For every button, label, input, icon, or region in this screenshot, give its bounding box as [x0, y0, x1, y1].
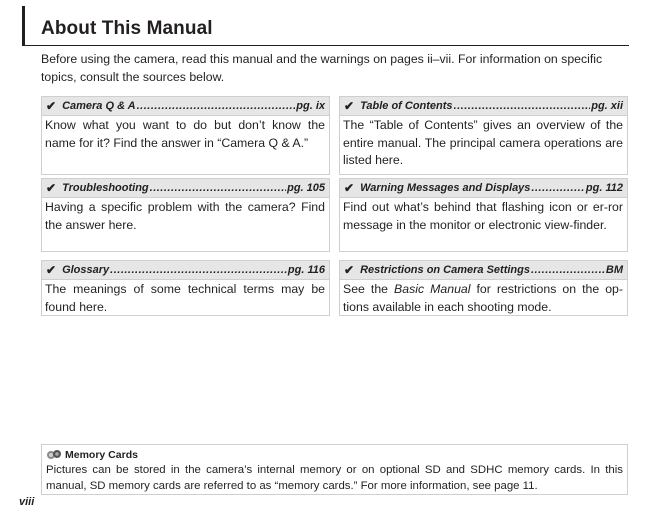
- source-box-header: [42, 179, 329, 198]
- source-title: Table of Contents: [360, 100, 453, 112]
- source-box-camera-qa: [41, 96, 330, 175]
- source-box-warning-messages: [339, 178, 628, 252]
- page-reference: BM: [605, 264, 623, 276]
- memory-cards-note: [41, 444, 628, 495]
- source-description: The “Table of Contents” gives an overview of the entire manual. The principal camera operations are listed here.: [343, 118, 623, 167]
- checkmark-icon: ✔: [46, 263, 57, 277]
- page-reference: pg. ix: [296, 100, 325, 112]
- source-description: Find out what’s behind that flashing icon or er-ror message in the monitor or electronic view-finder.: [343, 200, 623, 232]
- checkmark-icon: ✔: [46, 99, 57, 113]
- page-reference: pg. 112: [585, 182, 623, 194]
- source-description: Know what you want to do but don’t know the name for it? Find the answer in “Camera Q & A.”: [45, 118, 325, 150]
- source-box-header: [42, 97, 329, 116]
- memory-cards-title: Memory Cards: [65, 448, 138, 461]
- memory-card-icon: [46, 449, 62, 460]
- source-box-glossary: [41, 260, 330, 316]
- leader-dots: [531, 264, 605, 276]
- leader-dots: [454, 100, 591, 112]
- checkmark-icon: ✔: [344, 181, 355, 195]
- checkmark-icon: ✔: [46, 181, 57, 195]
- source-title: Camera Q & A: [62, 100, 136, 112]
- source-description: Having a specific problem with the camera? Find the answer here.: [45, 200, 325, 232]
- source-box-header: [340, 97, 627, 116]
- source-box-header: [42, 261, 329, 280]
- left-margin-rule: [22, 6, 25, 46]
- source-description: [340, 280, 627, 316]
- leader-dots: [531, 182, 584, 194]
- source-box-troubleshooting: [41, 178, 330, 252]
- page-number: viii: [19, 496, 35, 508]
- leader-dots: [137, 100, 296, 112]
- page-reference: pg. xii: [591, 100, 623, 112]
- source-box-header: [340, 179, 627, 198]
- source-box-table-of-contents: [339, 96, 628, 175]
- description-text: See the: [343, 282, 395, 296]
- intro-paragraph: Before using the camera, read this manual and the warnings on pages ii–vii. For information on specific topics, consult the sources below.: [41, 52, 603, 84]
- leader-dots: [150, 182, 286, 194]
- source-title: Warning Messages and Displays: [360, 182, 531, 194]
- source-title: Troubleshooting: [62, 182, 149, 194]
- source-box-header: [340, 261, 627, 280]
- page-reference: pg. 116: [287, 264, 325, 276]
- leader-dots: [110, 264, 287, 276]
- page-reference: pg. 105: [287, 182, 325, 194]
- source-box-restrictions: [339, 260, 628, 316]
- checkmark-icon: ✔: [344, 263, 355, 277]
- checkmark-icon: ✔: [344, 99, 355, 113]
- page-title: About This Manual: [41, 18, 213, 39]
- memory-cards-text: Pictures can be stored in the camera’s internal memory or on optional SD and SDHC memory cards. In this manual, SD memory cards are referred to as “memory cards.” For more information, see page 11.: [46, 464, 623, 492]
- title-underline: [25, 45, 629, 46]
- description-text: for restrictions on the op-tions available in each shooting mode.: [343, 282, 623, 314]
- source-title: Restrictions on Camera Settings: [360, 264, 530, 276]
- source-description: The meanings of some technical terms may be found here.: [45, 282, 325, 314]
- memory-cards-heading: [46, 447, 623, 462]
- basic-manual-reference: Basic Manual: [394, 282, 471, 296]
- source-title: Glossary: [62, 264, 110, 276]
